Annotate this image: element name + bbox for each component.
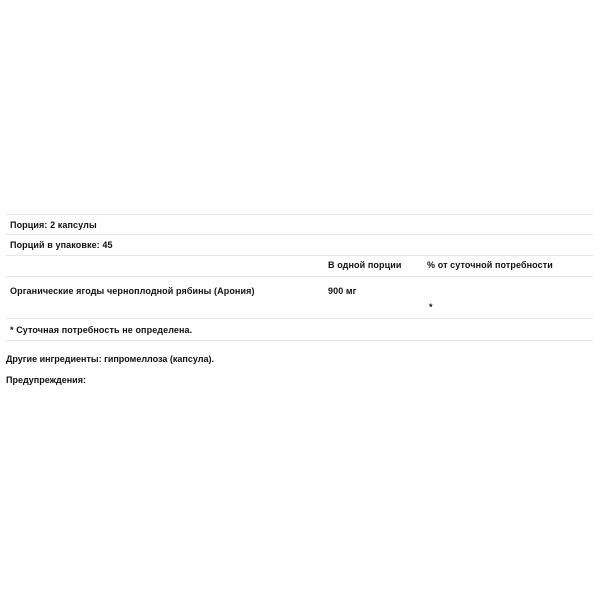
servings-per-container-row xyxy=(6,235,593,256)
table-header-row xyxy=(6,256,593,277)
daily-value-footnote: * Суточная потребность не определена. xyxy=(10,325,193,335)
serving-size-text: Порция: 2 капсулы xyxy=(10,220,97,230)
ingredient-amount: 900 мг xyxy=(328,286,357,296)
footnote-row xyxy=(6,319,593,341)
supplement-facts-panel xyxy=(6,214,593,341)
amount-per-serving-header: В одной порции xyxy=(328,260,402,270)
daily-value-header: % от суточной потребности xyxy=(427,260,553,270)
table-row xyxy=(6,277,593,319)
ingredient-name: Органические ягоды черноплодной рябины (Арония) xyxy=(10,286,255,296)
ingredient-daily-value: * xyxy=(429,302,433,312)
servings-per-container-text: Порций в упаковке: 45 xyxy=(10,240,113,250)
serving-size-row xyxy=(6,214,593,235)
warnings-heading: Предупреждения: xyxy=(6,375,86,385)
other-ingredients-text: Другие ингредиенты: гипромеллоза (капсула). xyxy=(6,354,214,364)
